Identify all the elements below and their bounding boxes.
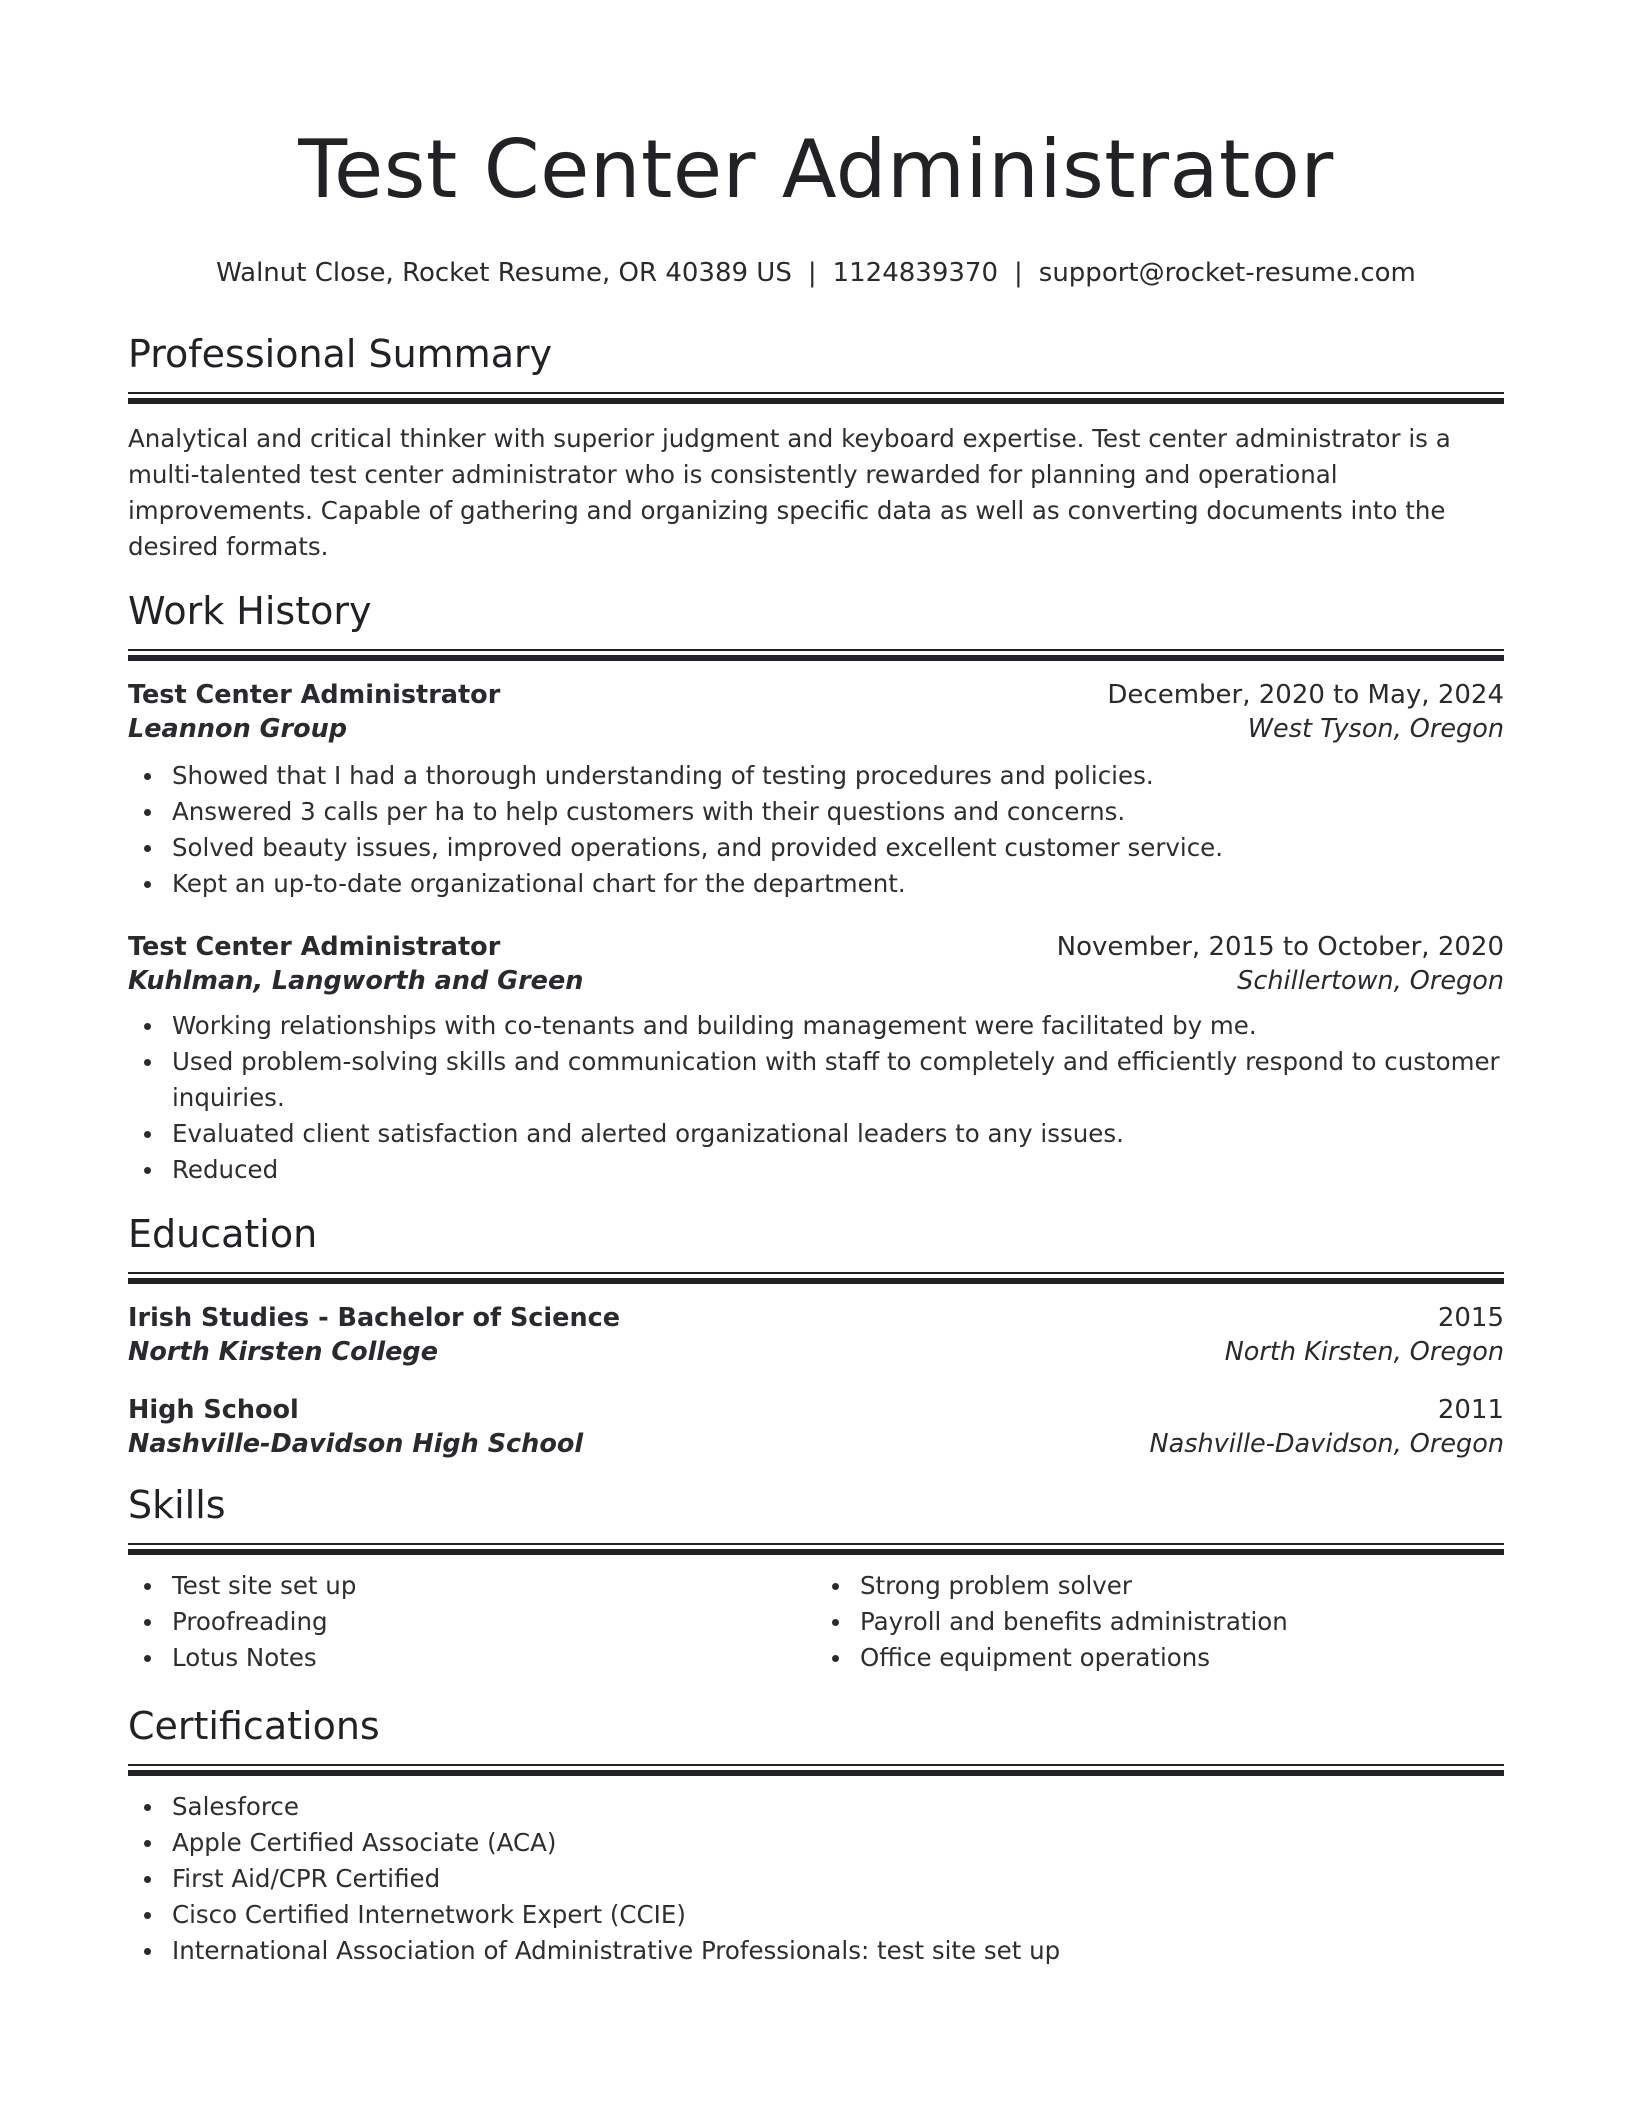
job-dates: November, 2015 to October, 2020 <box>1056 932 1504 962</box>
contact-separator: | <box>807 258 817 288</box>
section-divider <box>128 392 1504 405</box>
job-bullets <box>128 758 1504 902</box>
certification-item: Apple Certified Associate (ACA) <box>128 1825 1504 1861</box>
education-entry <box>128 1303 1504 1367</box>
section-title-summary: Professional Summary <box>128 332 553 376</box>
section-divider <box>128 1543 1504 1556</box>
education-year: 2015 <box>1437 1303 1504 1333</box>
skill-item: Office equipment operations <box>816 1640 1504 1676</box>
skills-section <box>128 1481 1504 1676</box>
job-entry <box>128 680 1504 902</box>
section-title-education: Education <box>128 1212 318 1256</box>
job-company-row <box>128 714 1504 744</box>
education-school: Nashville-Davidson High School <box>128 1429 584 1459</box>
certification-item: Cisco Certified Internetwork Expert (CCIE) <box>128 1897 1504 1933</box>
section-title-work-history: Work History <box>128 589 372 633</box>
contact-address: Walnut Close, Rocket Resume, OR 40389 US <box>216 258 792 288</box>
education-school-row <box>128 1337 1504 1367</box>
contact-email: support@rocket-resume.com <box>1038 258 1416 288</box>
job-title: Test Center Administrator <box>128 680 501 710</box>
job-bullet: Kept an up-to-date organizational chart for the department. <box>128 866 1504 902</box>
education-degree: Irish Studies - Bachelor of Science <box>128 1303 621 1333</box>
job-bullet: Answered 3 calls per ha to help customers with their questions and concerns. <box>128 794 1504 830</box>
skills-column-left <box>128 1568 816 1676</box>
section-divider <box>128 1272 1504 1285</box>
job-company: Leannon Group <box>128 714 348 744</box>
skill-item: Proofreading <box>128 1604 816 1640</box>
education-degree: High School <box>128 1395 299 1425</box>
job-entry <box>128 932 1504 1188</box>
contact-line <box>128 256 1504 290</box>
job-bullet: Working relationships with co-tenants and building management were facilitated by me. <box>128 1008 1504 1044</box>
job-dates: December, 2020 to May, 2024 <box>1107 680 1504 710</box>
section-divider <box>128 649 1504 662</box>
skill-item: Lotus Notes <box>128 1640 816 1676</box>
education-entry <box>128 1395 1504 1459</box>
skill-item: Test site set up <box>128 1568 816 1604</box>
job-location: Schillertown, Oregon <box>1237 966 1504 996</box>
job-bullet: Reduced <box>128 1152 1504 1188</box>
certifications-list <box>128 1789 1504 1969</box>
skills-column-right <box>816 1568 1504 1676</box>
job-company: Kuhlman, Langworth and Green <box>128 966 584 996</box>
section-title-skills: Skills <box>128 1483 226 1527</box>
job-bullet: Solved beauty issues, improved operations, and provided excellent customer service. <box>128 830 1504 866</box>
resume-name: Test Center Administrator <box>298 123 1334 216</box>
job-company-row <box>128 966 1504 996</box>
job-bullets <box>128 1008 1504 1188</box>
education-year: 2011 <box>1437 1395 1504 1425</box>
job-header-row <box>128 932 1504 962</box>
summary-text: Analytical and critical thinker with superior judgment and keyboard expertise. Test center administrator is a multi-talented test center administrator who is consistently rewarded for planning and operational improvements. Capable of gathering and organizing specific data as well as converting documents into the desired formats. <box>128 424 1451 561</box>
job-bullet: Showed that I had a thorough understanding of testing procedures and policies. <box>128 758 1504 794</box>
education-header-row <box>128 1395 1504 1425</box>
job-bullet: Evaluated client satisfaction and alerted organizational leaders to any issues. <box>128 1116 1504 1152</box>
contact-separator: | <box>1014 258 1023 288</box>
education-location: North Kirsten, Oregon <box>1224 1337 1504 1367</box>
education-school-row <box>128 1429 1504 1459</box>
education-school: North Kirsten College <box>128 1337 438 1367</box>
certification-item: First Aid/CPR Certified <box>128 1861 1504 1897</box>
skill-item: Payroll and benefits administration <box>816 1604 1504 1640</box>
contact-phone: 1124839370 <box>832 258 999 288</box>
summary-section <box>128 330 1504 565</box>
skill-item: Strong problem solver <box>816 1568 1504 1604</box>
certification-item: Salesforce <box>128 1789 1504 1825</box>
certifications-section <box>128 1702 1504 1969</box>
education-section <box>128 1210 1504 1459</box>
certification-item: International Association of Administrative Professionals: test site set up <box>128 1933 1504 1969</box>
job-title: Test Center Administrator <box>128 932 501 962</box>
section-divider <box>128 1764 1504 1777</box>
work-history-section <box>128 587 1504 1188</box>
job-header-row <box>128 680 1504 710</box>
skills-grid <box>128 1568 1504 1676</box>
education-location: Nashville-Davidson, Oregon <box>1149 1429 1504 1459</box>
education-header-row <box>128 1303 1504 1333</box>
section-title-certifications: Certifications <box>128 1704 380 1748</box>
job-bullet: Used problem-solving skills and communication with staff to completely and efficiently respond to customer inquiries. <box>128 1044 1504 1116</box>
job-location: West Tyson, Oregon <box>1247 714 1504 744</box>
